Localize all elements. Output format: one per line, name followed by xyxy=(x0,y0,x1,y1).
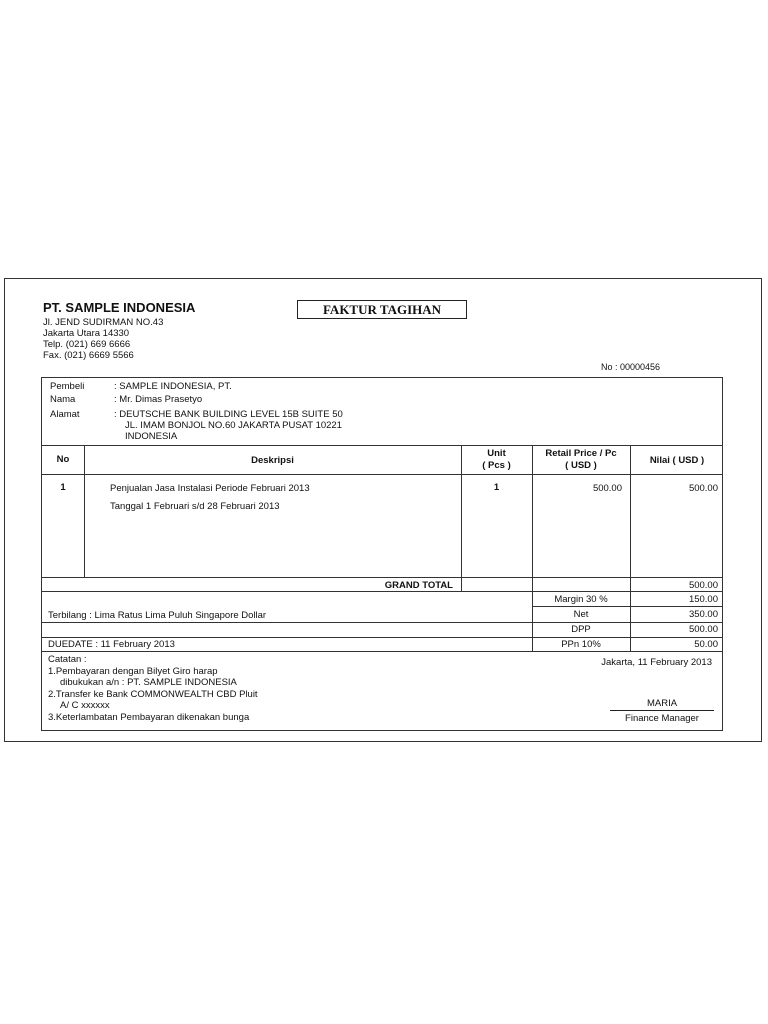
terbilang: Terbilang : Lima Ratus Lima Puluh Singapore Dollar xyxy=(48,610,267,621)
header-unit-pcs: ( Pcs ) xyxy=(482,460,511,471)
item-price: 500.00 xyxy=(592,483,622,494)
column-divider xyxy=(630,445,631,651)
document-number: No : 00000456 xyxy=(601,362,661,372)
divider xyxy=(42,474,722,475)
name-value: : Mr. Dimas Prasetyo xyxy=(114,394,203,405)
note-2-detail: A/ C xxxxxx xyxy=(60,700,110,711)
net-label: Net xyxy=(573,609,589,620)
header-no: No xyxy=(56,454,70,465)
signature-line xyxy=(610,710,714,711)
divider xyxy=(42,622,722,623)
notes-title: Catatan : xyxy=(48,654,87,665)
grand-total-label: GRAND TOTAL xyxy=(384,580,453,591)
divider xyxy=(42,591,722,592)
header-retail-price: Retail Price / Pc xyxy=(545,448,617,459)
company-fax: Fax. (021) 6669 5566 xyxy=(43,350,134,361)
company-city: Jakarta Utara 14330 xyxy=(43,328,130,339)
header-nilai: Nilai ( USD ) xyxy=(649,455,705,466)
item-nilai: 500.00 xyxy=(688,483,718,494)
dpp-value: 500.00 xyxy=(688,624,718,635)
header-description: Deskripsi xyxy=(251,455,294,466)
grand-total-value: 500.00 xyxy=(688,580,718,591)
signatory-name: MARIA xyxy=(646,698,678,709)
buyer-value: : SAMPLE INDONESIA, PT. xyxy=(114,381,232,392)
divider xyxy=(42,637,722,638)
column-divider xyxy=(532,445,533,651)
place-date: Jakarta, 11 February 2013 xyxy=(601,657,712,668)
dpp-label: DPP xyxy=(571,624,591,635)
divider xyxy=(42,445,722,446)
net-value: 350.00 xyxy=(688,609,718,620)
document-title: FAKTUR TAGIHAN xyxy=(297,300,467,319)
address-value: : DEUTSCHE BANK BUILDING LEVEL 15B SUITE 50 xyxy=(114,409,343,420)
address-line-2: JL. IMAM BONJOL NO.60 JAKARTA PUSAT 10221 xyxy=(125,420,342,431)
ppn-value: 50.00 xyxy=(694,639,718,650)
invoice-table xyxy=(41,377,723,731)
note-2: 2.Transfer ke Bank COMMONWEALTH CBD Pluit xyxy=(48,689,258,700)
due-date: DUEDATE : 11 February 2013 xyxy=(48,639,175,650)
margin-value: 150.00 xyxy=(688,594,718,605)
note-3: 3.Keterlambatan Pembayaran dikenakan bunga xyxy=(48,712,250,723)
item-description-period: Tanggal 1 Februari s/d 28 Februari 2013 xyxy=(110,501,280,512)
item-description: Penjualan Jasa Instalasi Periode Februari 2013 xyxy=(110,483,310,494)
signatory-position: Finance Manager xyxy=(625,713,699,724)
header-retail-price-usd: ( USD ) xyxy=(565,460,597,471)
address-line-3: INDONESIA xyxy=(125,431,178,442)
margin-label: Margin 30 % xyxy=(554,594,608,605)
item-no: 1 xyxy=(60,482,66,493)
note-1: 1.Pembayaran dengan Bilyet Giro harap xyxy=(48,666,218,677)
name-label: Nama xyxy=(50,394,76,405)
address-label: Alamat xyxy=(50,409,80,420)
divider xyxy=(42,651,722,652)
company-name: PT. SAMPLE INDONESIA xyxy=(43,300,196,315)
company-address: Jl. JEND SUDIRMAN NO.43 xyxy=(43,317,164,328)
buyer-label: Pembeli xyxy=(50,381,85,392)
invoice-page xyxy=(4,278,762,742)
ppn-label: PPn 10% xyxy=(561,639,601,650)
item-unit: 1 xyxy=(493,482,500,493)
note-1-detail: dibukukan a/n : PT. SAMPLE INDONESIA xyxy=(60,677,237,688)
divider xyxy=(42,577,722,578)
divider xyxy=(532,606,722,607)
company-phone: Telp. (021) 669 6666 xyxy=(43,339,131,350)
header-unit: Unit xyxy=(487,448,506,459)
